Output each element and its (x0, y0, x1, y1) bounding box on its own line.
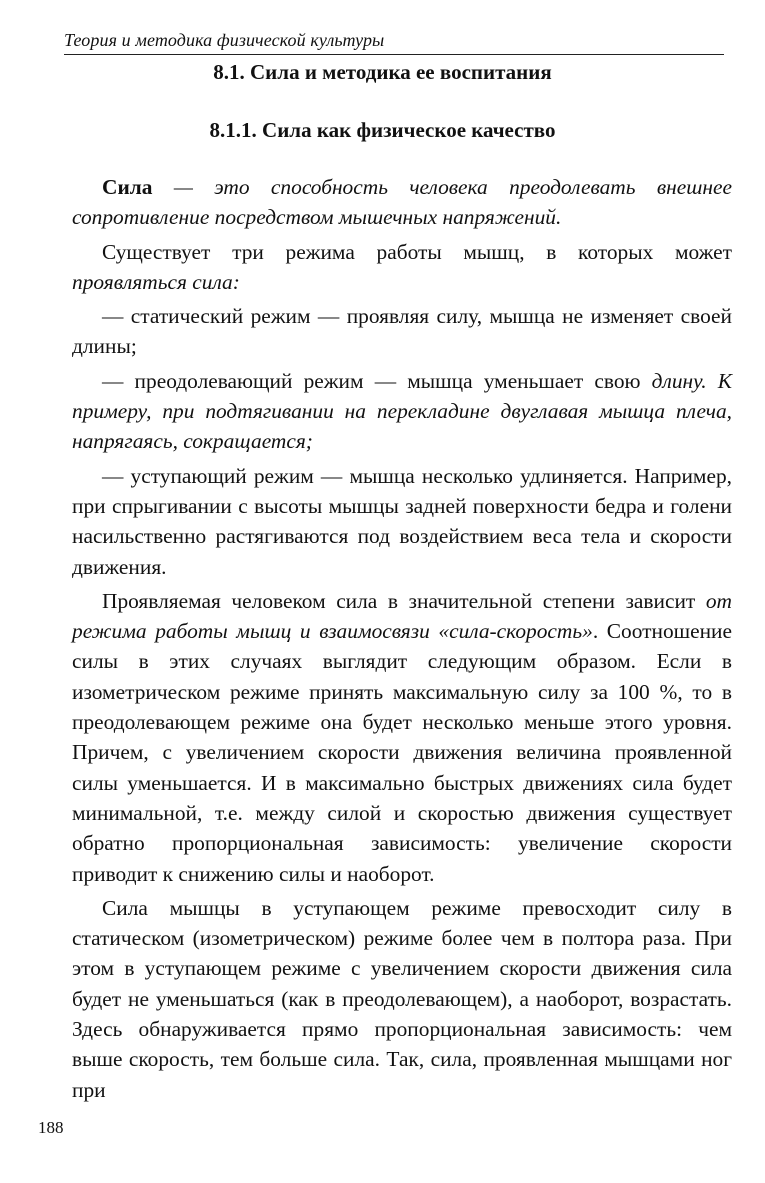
yielding-force-text: Сила мышцы в уступающем режиме превосходит силу в статическом (изометрическом) режиме более чем в полтора раза. При этом в уступающем режиме с увеличением скорости движения сила будет не уменьшаться (как в преодолевающем), а наоборот, возрастать. Здесь обнаруживается прямо пропорциональная зависимость: чем выше скорость, тем больше сила. Так, сила, проявленная мышцами ног при (72, 895, 732, 1102)
header-rule (64, 54, 724, 55)
paragraph-definition (72, 172, 732, 233)
dependence-text-start: Проявляемая человеком сила в значительной степени зависит (102, 588, 706, 613)
list-item-static (72, 301, 732, 362)
paragraph-modes-intro (72, 237, 732, 298)
yielding-mode-text: — уступающий режим — мышца несколько удлиняется. (102, 463, 635, 488)
page-number: 188 (38, 1118, 64, 1137)
subsection-title: 8.1.1. Сила как физическое качество (209, 118, 556, 142)
paragraph-yielding-force (72, 893, 732, 1105)
overcoming-example: при подтягивании на перекладине двуглавая мышца плеча, напрягаясь, сокращается; (72, 399, 732, 454)
dependence-italic: от режима работы мышц и взаимосвязи «сила-скорость» (72, 588, 732, 644)
definition-term: Сила (102, 175, 153, 199)
dependence-text-rest: . Соотношение силы в этих случаях выглядит следующим образом. Если в изометрическом режиме принять максимальную силу за 100 %, то в преодолевающем режиме она будет несколько меньше этого уровня. Причем, с увеличением скорости движения величина проявленной силы уменьшается. И в максимально быстрых движениях сила будет минимальной, т.е. между силой и скоростью движения существует обратно пропорциональная зависимость: увеличение скорости приводит к снижению силы и наоборот. (72, 619, 732, 886)
paragraph-dependence (72, 586, 732, 889)
modes-intro-text: Существует три режима работы мышц, в которых может (102, 239, 732, 264)
definition-text: — это способность человека преодолевать внешнее сопротивление посредством мышечных напряжений. (72, 175, 732, 230)
overcoming-length: длину. К примеру, (72, 368, 732, 424)
list-item-overcoming (72, 366, 732, 457)
list-item-yielding (72, 461, 732, 582)
modes-intro-italic: проявляться сила: (72, 269, 240, 294)
overcoming-mode-text: — преодолевающий режим — мышца уменьшает свою (102, 368, 652, 393)
yielding-example: Например, при спрыгивании с высоты мышцы задней поверхности бедра и голени насильственно растягиваются под воздействием веса тела и скорости движения. (72, 463, 732, 579)
body-text (72, 172, 732, 1109)
section-title: 8.1. Сила и методика ее воспитания (213, 60, 552, 84)
running-header: Теория и методика физической культуры (64, 30, 385, 50)
static-mode-text: — статический режим — проявляя силу, мышца не изменяет своей длины; (72, 304, 732, 359)
